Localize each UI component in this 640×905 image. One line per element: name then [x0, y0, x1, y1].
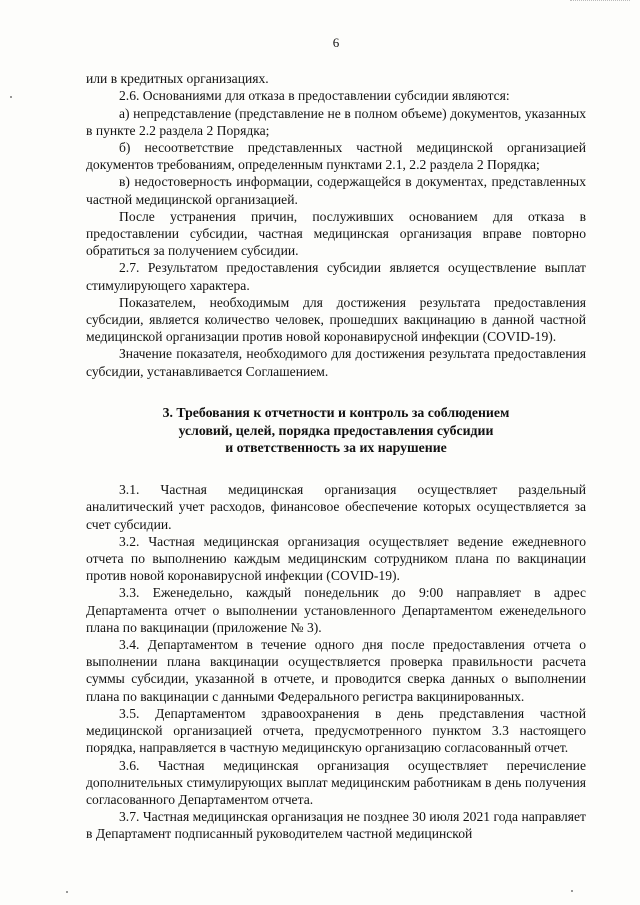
paragraph: в) недостоверность информации, содержащейся в документах, представленных частной медицинской организацией.: [86, 174, 586, 207]
paragraph: 2.7. Результатом предоставления субсидии является осуществление выплат стимулирующего характера.: [86, 260, 586, 293]
paragraph: 3.1. Частная медицинская организация осуществляет раздельный аналитический учет расходов, финансовое обеспечение которых осуществляется за счет субсидии.: [86, 482, 586, 532]
paragraph: или в кредитных организациях.: [86, 71, 269, 87]
paragraph: а) непредставление (представление не в полном объеме) документов, указанных в пункте 2.2 раздела 2 Порядка;: [86, 105, 586, 138]
paragraphs-before-section: [86, 70, 586, 380]
paragraph: 3.7. Частная медицинская организация не позднее 30 июля 2021 года направляет в Департамент подписанный руководителем частной медицинской: [86, 809, 586, 842]
paragraph: Значение показателя, необходимого для достижения результата предоставления субсидии, устанавливается Соглашением.: [86, 346, 586, 379]
paragraph: 3.4. Департаментом в течение одного дня после предоставления отчета о выполнении плана вакцинации осуществляется проверка правильности расчета суммы субсидии, указанной в отчете, и проводится сверка данных о выполнении плана по вакцинации с данными Федерального регистра вакцинированных.: [86, 637, 586, 704]
scan-edge-mark: [570, 0, 630, 4]
section-heading: [86, 404, 586, 457]
section-heading-line: и ответственность за их нарушение: [225, 440, 447, 456]
scan-speck: [66, 891, 68, 893]
paragraph: 3.3. Еженедельно, каждый понедельник до 9:00 направляет в адрес Департамента отчет о выполнении установленного Департаментом еженедельного плана по вакцинации (приложение № 3).: [86, 585, 586, 635]
paragraph: 3.5. Департаментом здравоохранения в день представления частной медицинской организацией отчета, предусмотренного пунктом 3.3 настоящего порядка, направляется в частную медицинскую организацию согласованный отчет.: [86, 705, 586, 756]
document-page: [86, 34, 586, 843]
section-heading-line: 3. Требования к отчетности и контроль за соблюдением: [162, 404, 510, 420]
paragraphs-after-section: [86, 481, 586, 842]
scan-speck: [10, 96, 12, 98]
paragraph: б) несоответствие представленных частной медицинской организацией документов требованиям, определенным пунктами 2.1, 2.2 раздела 2 Порядка;: [86, 140, 586, 173]
scan-speck: [571, 890, 573, 892]
paragraph: 3.2. Частная медицинская организация осуществляет ведение ежедневного отчета по выполнению каждым медицинским сотрудником плана по вакцинации против новой коронавирусной инфекции (COVID-19).: [86, 533, 586, 584]
paragraph: Показателем, необходимым для достижения результата предоставления субсидии, является количество человек, прошедших вакцинацию в данной частной медицинской организации против новой коронавирусной инфекции (COVID-19).: [86, 294, 586, 345]
paragraph: 3.6. Частная медицинская организация осуществляет перечисление дополнительных стимулирующих выплат медицинским работникам в день получения согласованного Департаментом отчета.: [86, 757, 586, 807]
paragraph: 2.6. Основаниями для отказа в предоставлении субсидии являются:: [119, 88, 510, 104]
section-heading-line: условий, целей, порядка предоставления субсидии: [178, 422, 494, 438]
paragraph: После устранения причин, послуживших основанием для отказа в предоставлении субсидии, частная медицинская организация вправе повторно обратиться за получением субсидии.: [86, 208, 586, 259]
page-number: 6: [332, 35, 340, 50]
